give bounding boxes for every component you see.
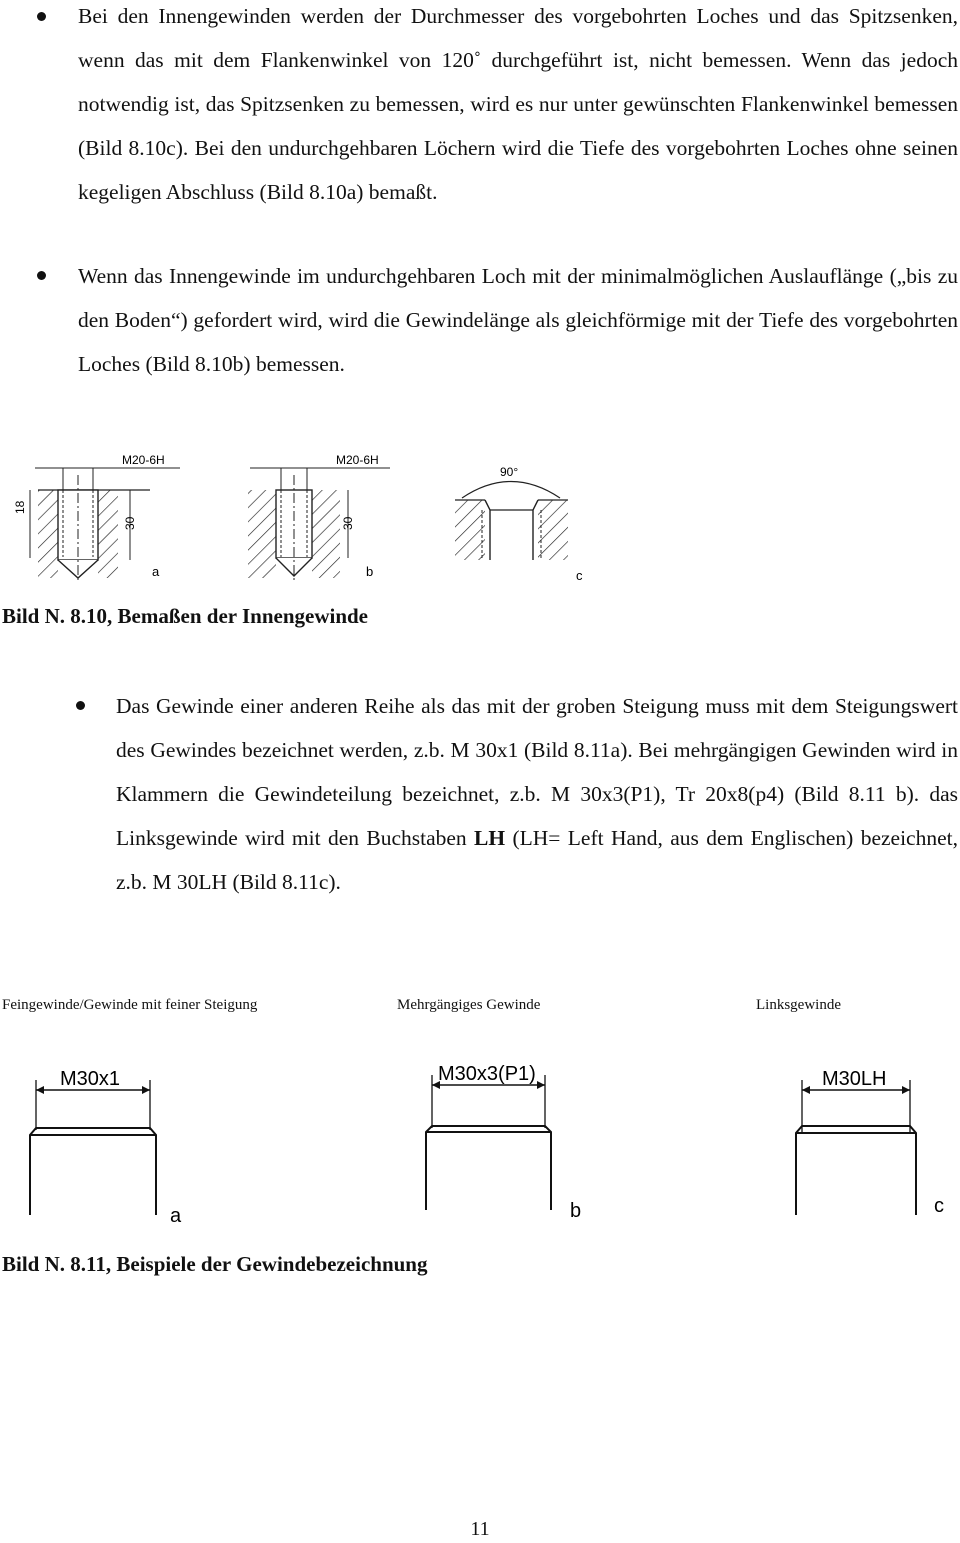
dim-30-b: 30 — [341, 516, 355, 530]
internal-thread-drawings — [0, 430, 620, 590]
paragraph-internal-threads: Bei den Innengewinden werden der Durchmesser des vorgebohrten Loches und das Spitzsenken, wenn das mit dem Flankenwinkel von 120˚ durchgeführt ist, nicht bemessen. Wenn das jedoch notwendig ist, das Spitzsenken zu bemessen, wird es nur unter gewünschten Flankenwinkel bemessen (Bild 8.10c). Bei den undurchgehbaren Löchern wird die Tiefe des vorgebohrten Loches ohne seinen kegeligen Abschluss (Bild 8.10a) bemaßt. — [78, 4, 958, 204]
caption-figure-8-11: Bild N. 8.11, Beispiele der Gewindebezeichnung — [2, 1252, 428, 1276]
drawing-a-m30x1 — [30, 1068, 182, 1227]
letter-c: c — [576, 568, 583, 583]
page-number: 11 — [470, 1518, 490, 1540]
dim-18: 18 — [13, 500, 27, 514]
figure-8-11 — [0, 1040, 960, 1240]
drawing-b — [248, 453, 390, 580]
letter-b: b — [366, 564, 374, 579]
drawing-b-m30x3p1 — [426, 1063, 581, 1222]
thread-designation-drawings — [0, 1040, 960, 1240]
label-fine-thread: Feingewinde/Gewinde mit feiner Steigung — [2, 997, 258, 1013]
dim-30-a: 30 — [123, 516, 137, 530]
thread-label-a: M20-6H — [122, 453, 165, 467]
thread-m30lh: M30LH — [822, 1068, 887, 1090]
angle-90: 90° — [500, 465, 519, 479]
thread-m30x3p1: M30x3(P1) — [438, 1063, 536, 1085]
bullet-1 — [37, 12, 46, 21]
drawing-a — [13, 453, 180, 580]
drawing-c-m30lh — [796, 1068, 944, 1217]
thread-m30x1: M30x1 — [60, 1068, 121, 1090]
letter-c-811: c — [934, 1195, 944, 1217]
figure-8-10 — [0, 430, 620, 590]
label-left-hand-thread: Linksgewinde — [756, 997, 841, 1013]
thread-label-b: M20-6H — [336, 453, 379, 467]
drawing-c — [455, 465, 583, 583]
caption-figure-8-10: Bild N. 8.10, Bemaßen der Innengewinde — [2, 604, 368, 628]
paragraph-thread-designation: Das Gewinde einer anderen Reihe als das mit der groben Steigung muss mit dem Steigungswert des Gewindes bezeichnet werden, z.b. M 30x1 (Bild 8.11a). Bei mehrgängigen Gewinden wird in Klammern die Gewindeteilung bezeichnet, z.b. M 30x3(P1), Tr 20x8(p4) (Bild 8.11 b). das Linksgewinde wird mit den Buchstaben LH (LH= Left Hand, aus dem Englischen) bezeichnet, z.b. M 30LH (Bild 8.11c). — [116, 694, 958, 894]
letter-b-811: b — [570, 1200, 582, 1222]
label-multi-start-thread: Mehrgängiges Gewinde — [397, 997, 541, 1013]
bullet-3 — [76, 701, 85, 710]
bullet-2 — [37, 271, 46, 280]
letter-a: a — [152, 564, 160, 579]
letter-a-811: a — [170, 1205, 182, 1227]
paragraph-blind-hole: Wenn das Innengewinde im undurchgehbaren Loch mit der minimalmöglichen Auslauflänge („bis zu den Boden“) gefordert wird, wird die Gewindelänge als gleichförmige mit der Tiefe des vorgebohrten Loches (Bild 8.10b) bemessen. — [78, 264, 958, 376]
